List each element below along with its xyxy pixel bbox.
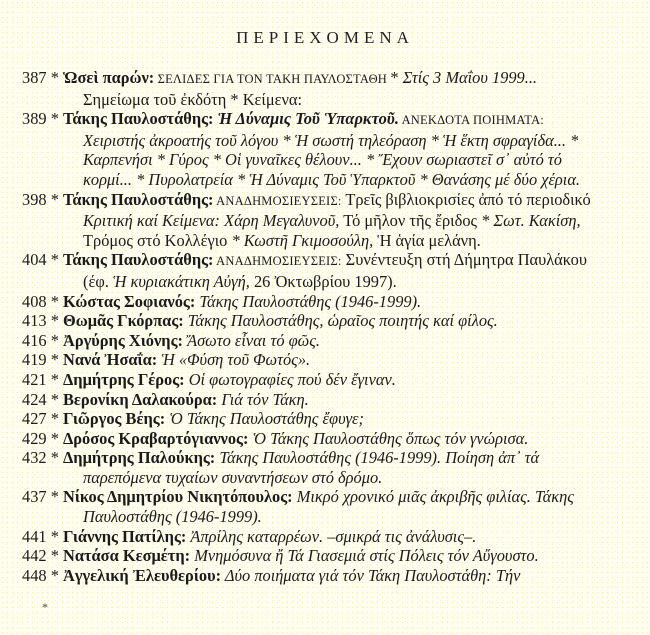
entry-title-text: Ἡ «Φύση τοῦ Φωτός».: [157, 350, 311, 370]
entry-title-text: Ἡ Δύναμις Τοῦ Ὑπαρκτοῦ.: [213, 109, 399, 129]
entry-title-text: Μνημόσυνα ἤ Τά Γιασεμιά στίς Πόλεις τόν Αὔγουστο.: [190, 546, 539, 566]
toc-entry: [22, 68, 602, 109]
page-number: 448: [22, 565, 47, 585]
page-number: 408: [22, 291, 47, 311]
page-number: 429: [22, 428, 47, 448]
toc-entry: [22, 409, 602, 429]
section-label: ΣΕΛΙΔΕΣ ΓΙΑ ΤΟΝ ΤΑΚΗ ΠΑΥΛΟΣΤΑΘΗ: [154, 72, 391, 86]
entry-title-text: Τάκης Παυλοστάθης, ὡραῖος ποιητής καί φίλος.: [183, 311, 498, 331]
entry-title-text: * Κωστῆ Γκιμοσούλη,: [231, 230, 374, 250]
entry-author: Τάκης Παυλοστάθης:: [62, 189, 214, 209]
toc-entry: [22, 109, 602, 189]
table-of-contents: [22, 68, 602, 585]
entry-title-text: Μικρό χρονικό μιᾶς ἀκριβῆς φιλίας. Τάκης Παυλοστάθης (1946-1999).: [83, 487, 574, 527]
page-number: 398: [22, 189, 47, 209]
page-number: 427: [22, 409, 47, 429]
separator-asterisk: *: [46, 369, 63, 389]
separator-asterisk: *: [46, 448, 63, 468]
toc-entry: [22, 311, 602, 331]
separator-asterisk: *: [46, 389, 63, 409]
separator-asterisk: *: [46, 189, 63, 209]
entry-author: Ἀγγελική Ἐλευθερίου:: [62, 565, 222, 585]
toc-entry: [22, 448, 602, 487]
toc-entry: [22, 331, 602, 351]
separator-asterisk: *: [46, 311, 63, 331]
entry-author: Τάκης Παυλοστάθης:: [62, 250, 214, 270]
separator-asterisk: *: [46, 526, 63, 546]
section-label: ΑΝΑΔΗΜΟΣΙΕΥΣΕΙΣ:: [213, 193, 342, 208]
entry-title-text: Χειριστής ἀκροατής τοῦ λόγου * Ἡ σωστή τηλεόραση * Ἡ ἕκτη σφραγίδα... * Καρπενήσι * Γύρος * Οἱ γυναῖκες θέλουν... * Ἔχουν σωριαστεῖ σ᾽ αὐτό τό κορμί... * Πυρολατρεία * Ἡ Δύναμις Τοῦ Ὑπαρκτοῦ * Θανάσης μέ δύο χέρια.: [83, 130, 581, 189]
page-number: 437: [22, 487, 47, 507]
toc-entry: [22, 292, 602, 312]
entry-author: Τάκης Παυλοστάθης:: [62, 109, 214, 129]
stray-asterisk: *: [42, 600, 48, 614]
entry-title-text: Σημείωμα τοῦ ἐκδότη * Κείμενα:: [83, 89, 303, 109]
toc-entry: [22, 370, 602, 390]
entry-title-text: Οἱ φωτογραφίες πού δέν ἔγιναν.: [184, 369, 396, 389]
separator-asterisk: *: [46, 68, 63, 87]
entry-title-text: Δύο ποιήματα γιά τόν Τάκη Παυλοστάθη: Τήν: [221, 565, 521, 585]
page-number: 424: [22, 389, 47, 409]
page-title: ΠΕΡΙΕΧΟΜΕΝΑ: [236, 28, 414, 47]
page-number: 432: [22, 448, 47, 468]
entry-title-text: Τρεῖς βιβλιοκρισίες ἀπό τό περιοδικό: [341, 189, 591, 209]
entry-author: Γιῶργος Βέης:: [62, 409, 166, 429]
entry-title-text: Ὁ Τάκης Παυλοστάθης ὅπως τόν γνώρισα.: [248, 428, 529, 448]
toc-entry: [22, 190, 602, 251]
entry-author: Βερονίκη Δαλακούρα:: [62, 389, 218, 409]
entry-title-text: Ἡ κυριακάτικη Αὐγή,: [113, 271, 250, 291]
entry-title-text: Ἄσωτο εἶναι τό φῶς.: [182, 330, 320, 350]
separator-asterisk: *: [46, 109, 63, 129]
entry-title-text: Ἡ ἁγία μελάνη.: [373, 230, 481, 250]
separator-asterisk: *: [46, 409, 63, 429]
separator-asterisk: *: [46, 250, 63, 270]
entry-title-text: Γιά τόν Τάκη.: [217, 389, 309, 409]
entry-title-text: Τρόμος στό Κολλέγιο: [83, 230, 232, 250]
entry-title-text: *: [390, 68, 403, 87]
entry-author: Κώστας Σοφιανός:: [62, 291, 196, 311]
page-number: 404: [22, 250, 47, 270]
entry-title-text: Τάκης Παυλοστάθης (1946-1999). Ποίηση ἀπ᾽ τά παρεπόμενα τυχαίων συναντήσεων στό δρόμο.: [83, 448, 540, 487]
separator-asterisk: *: [46, 487, 63, 507]
toc-entry: [22, 527, 602, 547]
page-number: 441: [22, 526, 47, 546]
entry-author: Δημήτρης Γέρος:: [62, 369, 185, 389]
separator-asterisk: *: [46, 565, 63, 585]
separator-asterisk: *: [46, 330, 63, 350]
section-label: ΑΝΕΚΔΟΤΑ ΠΟΙΗΜΑΤΑ:: [398, 113, 544, 128]
toc-entry: [22, 250, 602, 291]
separator-asterisk: *: [46, 350, 63, 370]
toc-entry: [22, 390, 602, 410]
section-label: ΑΝΑΔΗΜΟΣΙΕΥΣΕΙΣ:: [213, 254, 342, 269]
separator-asterisk: *: [46, 546, 63, 566]
page-number: 442: [22, 546, 47, 566]
toc-entry: [22, 429, 602, 449]
entry-author: Ὡσεὶ παρών:: [62, 68, 155, 87]
toc-entry: [22, 546, 602, 566]
entry-title-text: Στίς 3 Μαΐου 1999...: [402, 68, 538, 87]
entry-author: Γιάννης Πατίλης:: [62, 526, 187, 546]
page-number: 421: [22, 369, 47, 389]
separator-asterisk: *: [46, 428, 63, 448]
toc-entry: [22, 487, 602, 526]
entry-title-text: * Σωτ. Κακίση,: [481, 211, 581, 231]
entry-title-text: Ἀπρίλης καταρρέων. –σμικρά τις ἀνάλυσις–.: [186, 526, 477, 546]
entry-title-text: Τό μῆλον τῆς ἔριδος: [339, 211, 482, 231]
entry-title-text: Κριτική καί Κείμενα: Χάρη Μεγαλυνοῦ,: [83, 211, 340, 231]
separator-asterisk: *: [46, 291, 63, 311]
entry-title-text: Ὁ Τάκης Παυλοστάθης ἔφυγε;: [165, 409, 364, 429]
page-number: 416: [22, 330, 47, 350]
toc-entry: [22, 566, 602, 586]
entry-author: Θωμᾶς Γκόρπας:: [62, 311, 184, 331]
page-number: 387: [22, 68, 47, 87]
entry-author: Δρόσος Κραβαρτόγιαννος:: [62, 428, 249, 448]
entry-author: Νανά Ἠσαΐα:: [62, 350, 158, 370]
entry-title-text: 26 Ὀκτωβρίου 1997).: [249, 271, 397, 291]
page-number: 419: [22, 350, 47, 370]
toc-entry: [22, 350, 602, 370]
entry-title-text: Τάκης Παυλοστάθης (1946-1999).: [195, 291, 422, 311]
entry-title-text: Συνέντευξη στή Δήμητρα Παυλάκου (έφ.: [83, 250, 587, 291]
entry-author: Νίκος Δημητρίου Νικητόπουλος:: [62, 487, 293, 507]
entry-author: Ἀργύρης Χιόνης:: [62, 330, 183, 350]
entry-author: Δημήτρης Παλούκης:: [62, 448, 216, 468]
entry-author: Νατάσα Κεσμέτη:: [62, 546, 191, 566]
page-number: 413: [22, 311, 47, 331]
page-number: 389: [22, 109, 47, 129]
